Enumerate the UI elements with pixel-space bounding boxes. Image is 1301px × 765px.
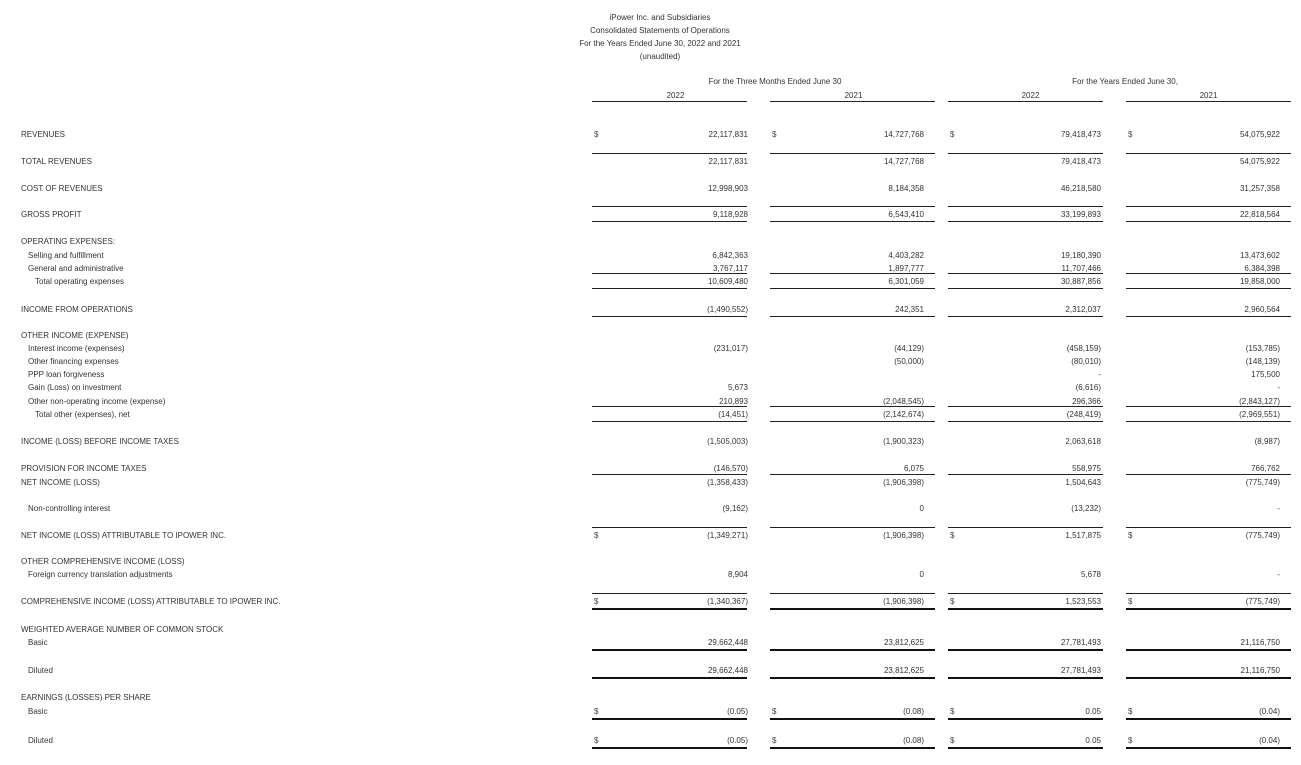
currency-symbol: $	[1128, 597, 1133, 606]
rule-line	[1126, 288, 1291, 289]
currency-symbol: $	[594, 707, 599, 716]
cell-value: 5,678	[1080, 570, 1101, 579]
cell-value: 1,897,777	[888, 264, 924, 273]
row-label-diluted: Diluted	[28, 666, 53, 675]
currency-symbol: $	[594, 597, 599, 606]
cell-value: 0	[919, 570, 924, 579]
cell-value: (1,490,552)	[707, 305, 748, 314]
rule-line	[948, 206, 1103, 207]
cell-value: (153,785)	[1245, 344, 1280, 353]
currency-symbol: $	[772, 130, 777, 139]
rule-line	[770, 406, 935, 407]
currency-symbol: $	[950, 130, 955, 139]
row-label-basic: Basic	[28, 707, 48, 716]
currency-symbol: $	[950, 707, 955, 716]
header-underline	[770, 101, 935, 102]
cell-value: 0.05	[1085, 707, 1101, 716]
cell-value: 1,523,553	[1065, 597, 1101, 606]
cell-value: (775,749)	[1245, 478, 1280, 487]
cell-value: (2,142,674)	[883, 410, 924, 419]
rule-line	[948, 316, 1103, 317]
currency-symbol: $	[950, 531, 955, 540]
cell-value: (1,900,323)	[883, 437, 924, 446]
cell-value: (6,616)	[1075, 383, 1101, 392]
row-label-weighted-average-number-of-common-stock: WEIGHTED AVERAGE NUMBER OF COMMON STOCK	[21, 625, 224, 634]
cell-value: 6,301,059	[888, 277, 924, 286]
cell-value: 242,351	[895, 305, 924, 314]
rule-line	[1126, 593, 1291, 594]
cell-value: (80,010)	[1071, 357, 1101, 366]
cell-value: 31,257,358	[1239, 184, 1280, 193]
rule-line	[948, 649, 1103, 651]
row-label-non-controlling-interest: Non-controlling interest	[28, 504, 111, 513]
rule-line	[1126, 474, 1291, 475]
header-underline	[948, 101, 1103, 102]
rule-line	[592, 718, 747, 720]
cell-value: 12,998,903	[707, 184, 748, 193]
rule-line	[1126, 316, 1291, 317]
rule-line	[592, 421, 747, 422]
rule-line	[1126, 747, 1291, 749]
rule-line	[948, 153, 1103, 154]
cell-value: 22,117,831	[708, 157, 748, 166]
cell-value: 27,781,493	[1060, 666, 1101, 675]
rule-line	[592, 593, 747, 594]
rule-line	[770, 593, 935, 594]
rule-line	[592, 221, 747, 222]
cell-value: (2,048,545)	[883, 397, 924, 406]
row-label-income-loss-before-income-taxes: INCOME (LOSS) BEFORE INCOME TAXES	[21, 437, 179, 446]
currency-symbol: $	[1128, 707, 1133, 716]
rule-line	[948, 677, 1103, 679]
statement-period: For the Years Ended June 30, 2022 and 2021	[579, 39, 741, 48]
cell-value: (2,843,127)	[1239, 397, 1280, 406]
cell-value: (44,129)	[894, 344, 924, 353]
rule-line	[1126, 649, 1291, 651]
cell-value: (8,987)	[1254, 437, 1280, 446]
cell-value: (1,340,367)	[707, 597, 748, 606]
row-label-foreign-currency-translation-adjustments: Foreign currency translation adjustments	[28, 570, 173, 579]
rule-line	[1126, 206, 1291, 207]
col-header-q-2021: 2021	[844, 91, 863, 100]
rule-line	[948, 273, 1103, 274]
company-name: iPower Inc. and Subsidiaries	[609, 13, 711, 22]
currency-symbol: $	[594, 736, 599, 745]
cell-value: -	[1277, 504, 1280, 513]
header-underline	[1126, 101, 1291, 102]
rule-line	[948, 593, 1103, 594]
cell-value: 21,116,750	[1240, 666, 1280, 675]
cell-value: 23,812,625	[883, 638, 924, 647]
rule-line	[1126, 677, 1291, 679]
cell-value: (775,749)	[1245, 531, 1280, 540]
cell-value: 19,180,390	[1060, 251, 1101, 260]
col-header-y-2021: 2021	[1199, 91, 1218, 100]
rule-line	[1126, 406, 1291, 407]
cell-value: (50,000)	[894, 357, 924, 366]
row-label-comprehensive-income-loss-attributable-to-ipower-inc: COMPREHENSIVE INCOME (LOSS) ATTRIBUTABLE TO IPOWER INC.	[21, 597, 281, 606]
row-label-other-non-operating-income-expense: Other non-operating income (expense)	[28, 397, 166, 406]
cell-value: 9,118,928	[713, 210, 748, 219]
currency-symbol: $	[1128, 130, 1133, 139]
rule-line	[770, 527, 935, 528]
cell-value: (1,906,398)	[883, 597, 924, 606]
cell-value: 11,707,466	[1061, 264, 1101, 273]
cell-value: -	[1098, 370, 1101, 379]
currency-symbol: $	[1128, 531, 1133, 540]
cell-value: (231,017)	[713, 344, 748, 353]
currency-symbol: $	[772, 736, 777, 745]
row-label-net-income-loss: NET INCOME (LOSS)	[21, 478, 100, 487]
rule-line	[592, 747, 747, 749]
cell-value: 29,662,448	[707, 666, 748, 675]
rule-line	[948, 747, 1103, 749]
rule-line	[948, 718, 1103, 720]
rule-line	[948, 421, 1103, 422]
statement-title: Consolidated Statements of Operations	[590, 26, 730, 35]
rule-line	[770, 316, 935, 317]
rule-line	[770, 221, 935, 222]
cell-value: 10,609,480	[707, 277, 748, 286]
rule-line	[770, 608, 935, 610]
row-label-diluted: Diluted	[28, 736, 53, 745]
cell-value: (13,232)	[1071, 504, 1101, 513]
cell-value: (9,162)	[722, 504, 748, 513]
rule-line	[592, 527, 747, 528]
cell-value: 8,904	[727, 570, 748, 579]
unaudited-note: (unaudited)	[639, 52, 681, 61]
rule-line	[948, 474, 1103, 475]
cell-value: 175,500	[1251, 370, 1280, 379]
cell-value: 29,662,448	[707, 638, 748, 647]
rule-line	[1126, 608, 1291, 610]
cell-value: 79,418,473	[1060, 157, 1101, 166]
rule-line	[770, 153, 935, 154]
cell-value: 14,727,768	[883, 157, 924, 166]
rule-line	[1126, 527, 1291, 528]
col-header-q-2022: 2022	[666, 91, 685, 100]
rule-line	[592, 288, 747, 289]
cell-value: (0.05)	[727, 736, 748, 745]
row-label-basic: Basic	[28, 638, 48, 647]
row-label-operating-expenses: OPERATING EXPENSES:	[21, 237, 116, 246]
rule-line	[1126, 153, 1291, 154]
cell-value: 27,781,493	[1060, 638, 1101, 647]
currency-symbol: $	[950, 597, 955, 606]
cell-value: 30,887,856	[1060, 277, 1101, 286]
cell-value: (148,139)	[1245, 357, 1280, 366]
cell-value: 6,075	[903, 464, 924, 473]
cell-value: (1,906,398)	[883, 478, 924, 487]
cell-value: 0.05	[1085, 736, 1101, 745]
currency-symbol: $	[950, 736, 955, 745]
cell-value: 2,312,037	[1065, 305, 1101, 314]
cell-value: 766,762	[1251, 464, 1280, 473]
rule-line	[770, 273, 935, 274]
cell-value: 8,184,358	[888, 184, 924, 193]
cell-value: (1,906,398)	[883, 531, 924, 540]
currency-symbol: $	[772, 707, 777, 716]
cell-value: 3,767,117	[713, 264, 748, 273]
currency-symbol: $	[1128, 736, 1133, 745]
cell-value: 4,403,282	[888, 251, 924, 260]
rule-line	[592, 608, 747, 610]
cell-value: -	[1277, 570, 1280, 579]
cell-value: 22,818,564	[1239, 210, 1280, 219]
row-label-total-operating-expenses: Total operating expenses	[35, 277, 124, 286]
cell-value: (775,749)	[1245, 597, 1280, 606]
cell-value: (0.08)	[903, 707, 924, 716]
rule-line	[770, 474, 935, 475]
rule-line	[770, 649, 935, 651]
cell-value: 79,418,473	[1060, 130, 1101, 139]
rule-line	[1126, 221, 1291, 222]
cell-value: 1,517,875	[1065, 531, 1101, 540]
row-label-total-other-expenses-net: Total other (expenses), net	[35, 410, 130, 419]
cell-value: 6,384,398	[1244, 264, 1280, 273]
rule-line	[770, 288, 935, 289]
cell-value: 54,075,922	[1239, 130, 1280, 139]
rule-line	[770, 677, 935, 679]
cell-value: 558,975	[1072, 464, 1101, 473]
row-label-net-income-loss-attributable-to-ipower-inc: NET INCOME (LOSS) ATTRIBUTABLE TO IPOWER INC.	[21, 531, 227, 540]
rule-line	[770, 747, 935, 749]
cell-value: 23,812,625	[883, 666, 924, 675]
rule-line	[948, 221, 1103, 222]
cell-value: (0.05)	[727, 707, 748, 716]
cell-value: 2,063,618	[1065, 437, 1101, 446]
header-underline	[592, 101, 747, 102]
rule-line	[770, 718, 935, 720]
row-label-other-comprehensive-income-loss: OTHER COMPREHENSIVE INCOME (LOSS)	[21, 557, 185, 566]
cell-value: 1,504,643	[1065, 478, 1101, 487]
row-label-ppp-loan-forgiveness: PPP loan forgiveness	[28, 370, 105, 379]
cell-value: (1,349,271)	[707, 531, 748, 540]
rule-line	[592, 316, 747, 317]
rule-line	[592, 649, 747, 651]
rule-line	[592, 273, 747, 274]
currency-symbol: $	[594, 531, 599, 540]
cell-value: 0	[919, 504, 924, 513]
rule-line	[948, 288, 1103, 289]
rule-line	[770, 421, 935, 422]
row-label-provision-for-income-taxes: PROVISION FOR INCOME TAXES	[21, 464, 147, 473]
cell-value: 33,199,893	[1060, 210, 1101, 219]
rule-line	[1126, 421, 1291, 422]
rule-line	[1126, 273, 1291, 274]
cell-value: (0.04)	[1259, 736, 1280, 745]
rule-line	[948, 608, 1103, 610]
cell-value: (2,969,551)	[1239, 410, 1280, 419]
cell-value: 2,960,564	[1244, 305, 1280, 314]
row-label-other-financing-expenses: Other financing expenses	[28, 357, 119, 366]
row-label-interest-income-expenses: Interest income (expenses)	[28, 344, 125, 353]
cell-value: (1,358,433)	[707, 478, 748, 487]
row-label-cost-of-revenues: COST OF REVENUES	[21, 184, 103, 193]
cell-value: 54,075,922	[1239, 157, 1280, 166]
rule-line	[592, 153, 747, 154]
rule-line	[948, 406, 1103, 407]
cell-value: 210,893	[719, 397, 748, 406]
cell-value: (248,419)	[1066, 410, 1101, 419]
cell-value: 19,858,000	[1239, 277, 1280, 286]
rule-line	[592, 406, 747, 407]
cell-value: (1,505,003)	[707, 437, 748, 446]
rule-line	[948, 527, 1103, 528]
row-label-income-from-operations: INCOME FROM OPERATIONS	[21, 305, 133, 314]
cell-value: (458,159)	[1066, 344, 1101, 353]
cell-value: 296,366	[1072, 397, 1101, 406]
row-label-gain-loss-on-investment: Gain (Loss) on investment	[28, 383, 122, 392]
row-label-other-income-expense: OTHER INCOME (EXPENSE)	[21, 331, 129, 340]
row-label-revenues: REVENUES	[21, 130, 66, 139]
row-label-earnings-losses-per-share: EARNINGS (LOSSES) PER SHARE	[21, 693, 151, 702]
row-label-general-and-administrative: General and administrative	[28, 264, 124, 273]
cell-value: (0.04)	[1259, 707, 1280, 716]
rule-line	[1126, 718, 1291, 720]
cell-value: -	[1277, 383, 1280, 392]
cell-value: (14,451)	[718, 410, 748, 419]
row-label-gross-profit: GROSS PROFIT	[21, 210, 82, 219]
row-label-total-revenues: TOTAL REVENUES	[21, 157, 92, 166]
cell-value: 46,218,580	[1060, 184, 1101, 193]
cell-value: 5,673	[727, 383, 748, 392]
cell-value: 13,473,602	[1239, 251, 1280, 260]
rule-line	[592, 677, 747, 679]
cell-value: (146,570)	[713, 464, 748, 473]
cell-value: (0.08)	[903, 736, 924, 745]
cell-value: 6,842,363	[712, 251, 748, 260]
cell-value: 22,117,831	[708, 130, 748, 139]
rule-line	[770, 206, 935, 207]
rule-line	[592, 474, 747, 475]
years-header: For the Years Ended June 30,	[1072, 77, 1178, 86]
cell-value: 6,543,410	[888, 210, 924, 219]
cell-value: 14,727,768	[883, 130, 924, 139]
rule-line	[592, 206, 747, 207]
currency-symbol: $	[594, 130, 599, 139]
cell-value: 21,116,750	[1240, 638, 1280, 647]
row-label-selling-and-fulfillment: Selling and fulfillment	[28, 251, 104, 260]
col-header-y-2022: 2022	[1021, 91, 1040, 100]
three-months-header: For the Three Months Ended June 30	[708, 77, 842, 86]
